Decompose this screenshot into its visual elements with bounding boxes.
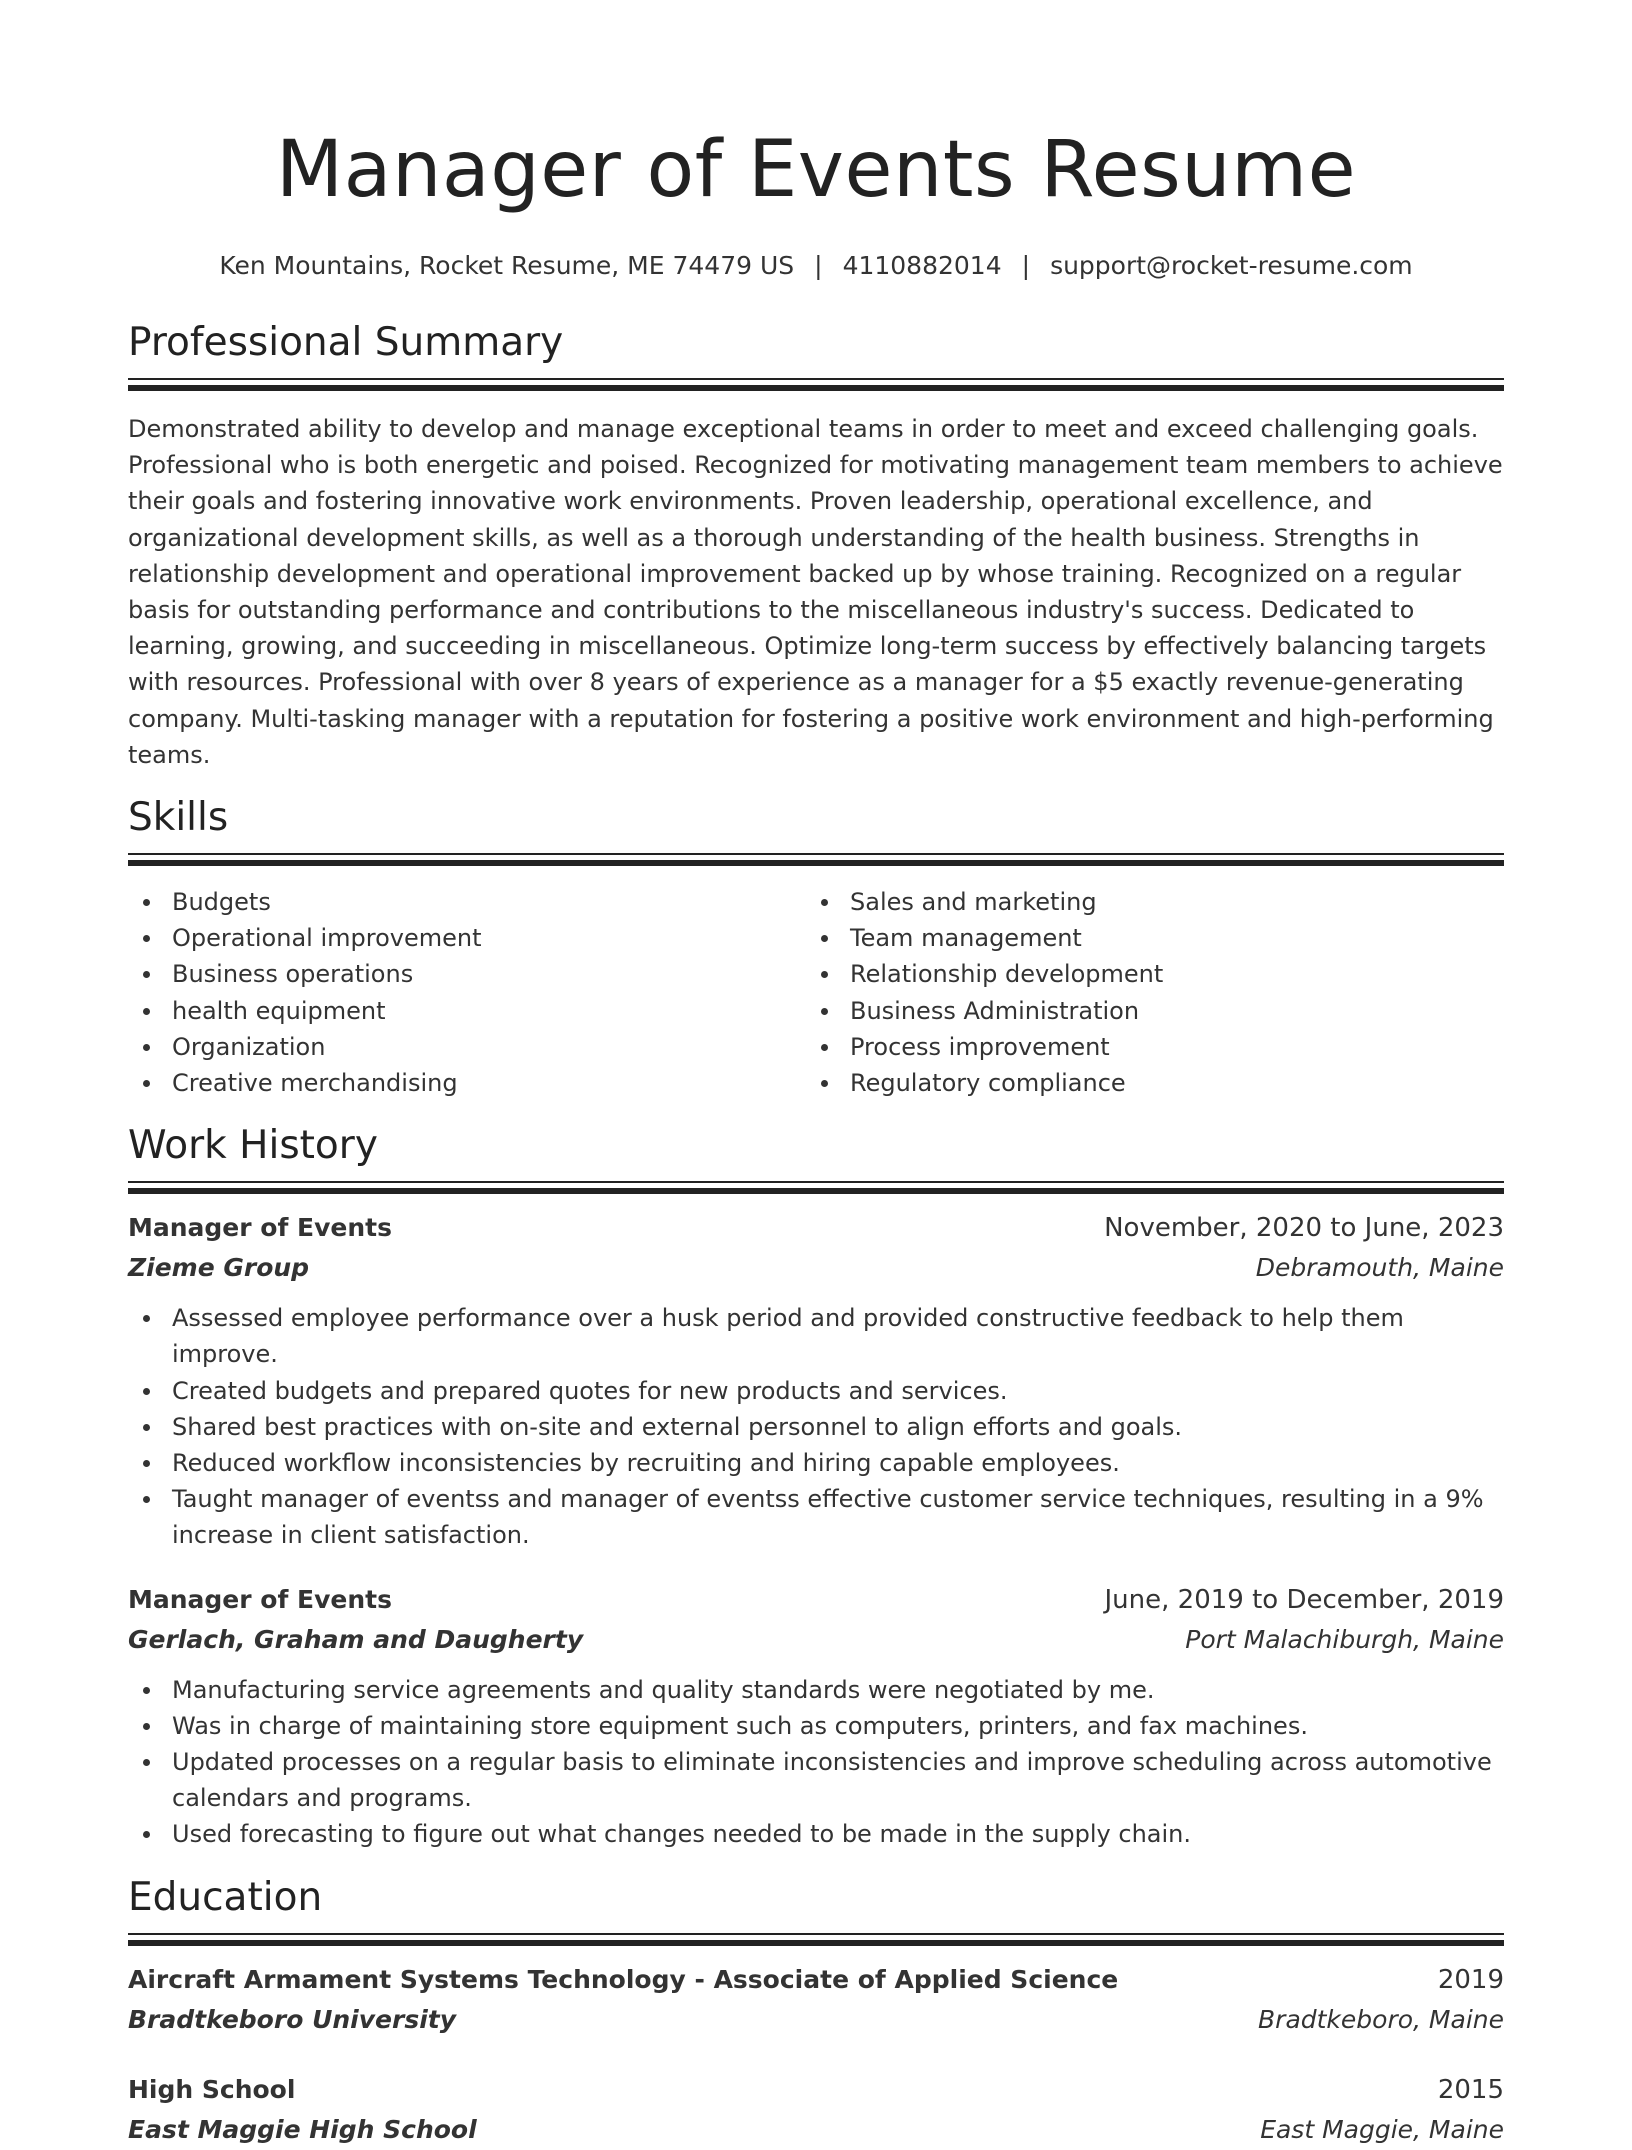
job-company: Zieme Group — [128, 1253, 310, 1283]
section-divider — [128, 378, 1504, 391]
job-header — [128, 1208, 1504, 1248]
job-subheader — [128, 1248, 1504, 1288]
job-location: Port Malachiburgh, Maine — [1185, 1624, 1504, 1654]
contact-line — [128, 250, 1504, 282]
summary-heading: Professional Summary — [128, 320, 564, 365]
skill-item: Process improvement — [806, 1029, 1484, 1065]
job-subheader — [128, 1620, 1504, 1660]
education-location: East Maggie, Maine — [1260, 2114, 1504, 2144]
job-bullet: Taught manager of eventss and manager of eventss effective customer service techniques, resulting in a 9% increase in client satisfaction. — [128, 1481, 1504, 1553]
education-section — [128, 1875, 1504, 2150]
summary-text: Demonstrated ability to develop and manage exceptional teams in order to meet and exceed challenging goals. Professional who is both energetic and poised. Recognized for motivating management team members to achieve their goals and fostering innovative work environments. Proven leadership, operational excellence, and organizational development skills, as well as a thorough understanding of the health business. Strengths in relationship development and operational improvement backed up by whose training. Recognized on a regular basis for outstanding performance and contributions to the miscellaneous industry's success. Dedicated to learning, growing, and succeeding in miscellaneous. Optimize long-term success by effectively balancing targets with resources. Professional with over 8 years of experience as a manager for a $5 exactly revenue-generating company. Multi-tasking manager with a reputation for fostering a positive work environment and high-performing teams. — [128, 415, 1503, 769]
education-location: Bradtkeboro, Maine — [1258, 2004, 1504, 2034]
skill-item: Business operations — [128, 956, 806, 992]
job-title: Manager of Events — [128, 1584, 393, 1614]
education-subheader — [128, 2110, 1504, 2150]
skill-item: Regulatory compliance — [806, 1065, 1484, 1101]
education-school: Bradtkeboro University — [128, 2004, 457, 2034]
job-bullet: Created budgets and prepared quotes for new products and services. — [128, 1373, 1504, 1409]
job-bullets — [128, 1300, 1504, 1553]
education-school: East Maggie High School — [128, 2114, 477, 2144]
job-bullet: Shared best practices with on-site and external personnel to align efforts and goals. — [128, 1409, 1504, 1445]
education-degree: Aircraft Armament Systems Technology - Associate of Applied Science — [128, 1964, 1119, 1994]
resume-title: Manager of Events Resume — [275, 125, 1357, 215]
skill-item: health equipment — [128, 993, 806, 1029]
skill-item: Business Administration — [806, 993, 1484, 1029]
work-history-heading: Work History — [128, 1123, 378, 1169]
section-divider — [128, 1933, 1504, 1946]
job-title: Manager of Events — [128, 1213, 393, 1243]
summary-section — [128, 320, 1504, 773]
job-bullet: Was in charge of maintaining store equipment such as computers, printers, and fax machines. — [128, 1708, 1504, 1744]
contact-separator: | — [1021, 251, 1031, 280]
job-bullet: Reduced workflow inconsistencies by recruiting and hiring capable employees. — [128, 1445, 1504, 1481]
skill-item: Organization — [128, 1029, 806, 1065]
skills-section — [128, 795, 1504, 1101]
education-year: 2019 — [1437, 1964, 1504, 1995]
job-bullets — [128, 1672, 1504, 1853]
skill-item: Team management — [806, 920, 1484, 956]
skills-list-right — [806, 884, 1484, 1101]
skills-heading: Skills — [128, 795, 229, 841]
job-bullet: Assessed employee performance over a husk period and provided constructive feedback to help them improve. — [128, 1300, 1504, 1372]
job-bullet: Manufacturing service agreements and quality standards were negotiated by me. — [128, 1672, 1504, 1708]
skill-item: Operational improvement — [128, 920, 806, 956]
education-entry — [128, 2070, 1504, 2150]
skill-item: Sales and marketing — [806, 884, 1484, 920]
education-entry — [128, 1960, 1504, 2040]
job-dates: June, 2019 to December, 2019 — [1104, 1584, 1504, 1615]
job-dates: November, 2020 to June, 2023 — [1104, 1213, 1504, 1244]
skill-item: Relationship development — [806, 956, 1484, 992]
contact-email[interactable]: support@rocket-resume.com — [1050, 251, 1413, 280]
contact-separator: | — [814, 251, 823, 280]
education-header — [128, 1960, 1504, 2000]
section-divider — [128, 853, 1504, 866]
job-bullet: Updated processes on a regular basis to eliminate inconsistencies and improve scheduling across automotive calendars and programs. — [128, 1744, 1504, 1816]
education-year: 2015 — [1437, 2074, 1504, 2105]
job-header — [128, 1580, 1504, 1620]
job-bullet: Used forecasting to figure out what changes needed to be made in the supply chain. — [128, 1816, 1504, 1852]
skills-list-left — [128, 884, 806, 1101]
job-entry — [128, 1208, 1504, 1553]
work-history-section — [128, 1123, 1504, 1852]
education-header — [128, 2070, 1504, 2110]
job-company: Gerlach, Graham and Daugherty — [128, 1624, 584, 1654]
contact-address: Ken Mountains, Rocket Resume, ME 74479 US — [219, 251, 795, 280]
skills-columns — [128, 884, 1504, 1101]
education-subheader — [128, 2000, 1504, 2040]
section-divider — [128, 1181, 1504, 1194]
skill-item: Creative merchandising — [128, 1065, 806, 1101]
education-heading: Education — [128, 1874, 323, 1920]
job-location: Debramouth, Maine — [1255, 1253, 1504, 1283]
job-entry — [128, 1580, 1504, 1853]
education-degree: High School — [128, 2074, 296, 2104]
contact-phone: 4110882014 — [842, 251, 1002, 280]
skill-item: Budgets — [128, 884, 806, 920]
